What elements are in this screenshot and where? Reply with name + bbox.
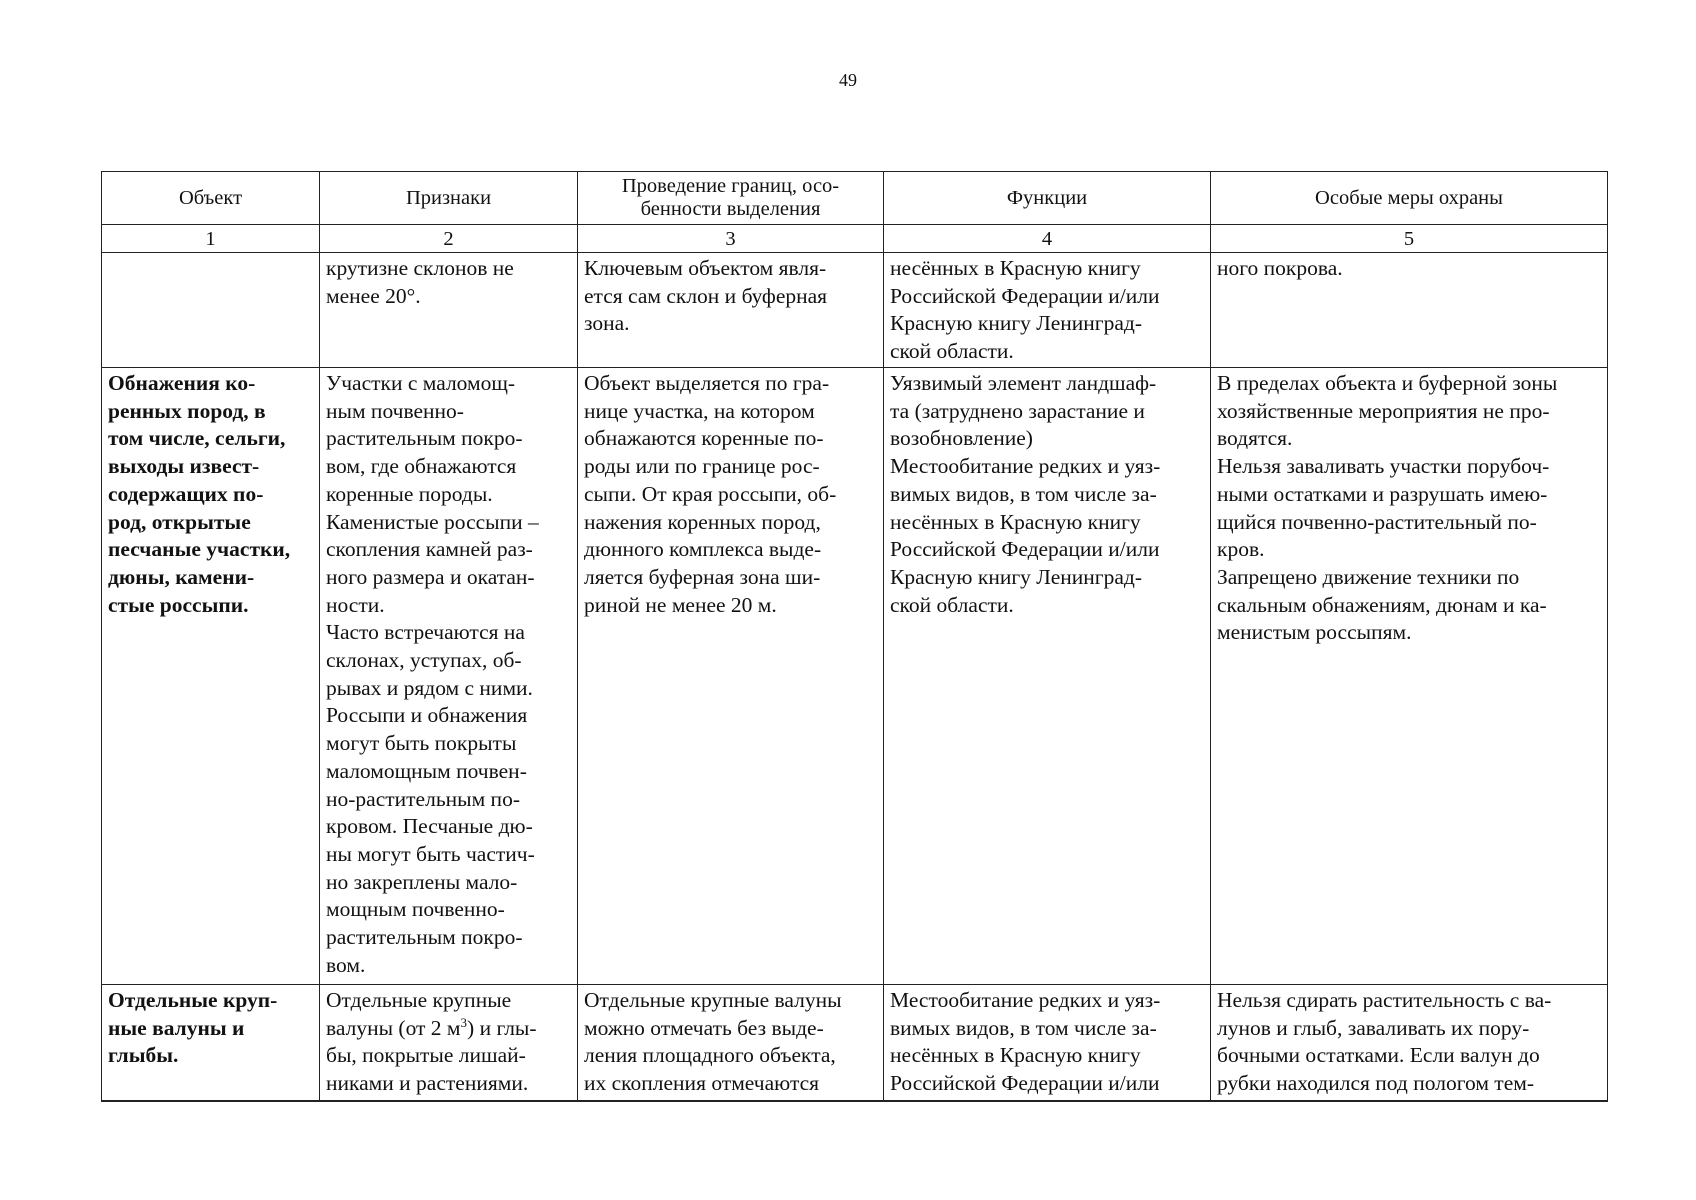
header-protection: Особые меры охраны [1211, 172, 1608, 225]
signs-cell [320, 985, 578, 1102]
functions-cell: несённых в Красную книгу Российской Федерации и/или Красную книгу Ленинград- ской области. [884, 253, 1211, 368]
signs-text-start: Отдельные крупные валуны (от 2 м [326, 988, 512, 1040]
table-row [102, 368, 1608, 985]
object-cell [102, 253, 320, 368]
protection-cell: Нельзя сдирать растительность с ва- лунов и глыб, заваливать их пору- бочными остатками. Если валун до рубки находился под пологом тем- [1211, 985, 1608, 1102]
boundaries-cell: Отдельные крупные валуны можно отмечать без выде- ления площадного объекта, их скопления отмечаются [578, 985, 884, 1102]
page-number: 49 [839, 70, 857, 90]
table-row [102, 985, 1608, 1102]
protection-cell: ного покрова. [1211, 253, 1608, 368]
protection-table [101, 171, 1608, 1102]
boundaries-cell: Объект выделяется по гра- нице участка, на котором обнажаются коренные по- роды или по границе рос- сыпи. От края россыпи, об- нажения коренных пород, дюнного комплекса выде- ляется буферная зона ши- риной не менее 20 м. [578, 368, 884, 985]
header-object: Объект [102, 172, 320, 225]
object-cell: Отдельные круп- ные валуны и глыбы. [102, 985, 320, 1102]
signs-cell: Участки с маломощ- ным почвенно- растительным покро- вом, где обнажаются коренные породы. Каменистые россыпи – скопления камней раз- ного размера и окатан- ности. Часто встречаются на склонах, уступах, об- рывах и рядом с ними. Россыпи и обнажения могут быть покрыты маломощным почвен- но-растительным по- кровом. Песчаные дю- ны могут быть частич- но закреплены мало- мощным почвенно- растительным покро- вом. [320, 368, 578, 985]
column-number: 4 [884, 225, 1211, 253]
functions-cell: Уязвимый элемент ландшаф- та (затруднено зарастание и возобновление) Местообитание редких и уяз- вимых видов, в том числе за- несённых в Красную книгу Российской Федерации и/или Красную книгу Ленинград- ской области. [884, 368, 1211, 985]
protection-cell: В пределах объекта и буферной зоны хозяйственные мероприятия не про- водятся. Нельзя заваливать участки порубоч- ными остатками и разрушать имею- щийся почвенно-растительный по- кров. Запрещено движение техники по скальным обнажениям, дюнам и ка- менистым россыпям. [1211, 368, 1608, 985]
column-number: 2 [320, 225, 578, 253]
boundaries-cell: Ключевым объектом явля- ется сам склон и буферная зона. [578, 253, 884, 368]
table-row [102, 253, 1608, 368]
header-boundaries: Проведение границ, осо- бенности выделения [578, 172, 884, 225]
table-header-row [102, 172, 1608, 225]
signs-cell: крутизне склонов не менее 20°. [320, 253, 578, 368]
superscript-exponent: 3 [460, 1014, 468, 1030]
column-number: 1 [102, 225, 320, 253]
column-number: 5 [1211, 225, 1608, 253]
functions-cell: Местообитание редких и уяз- вимых видов, в том числе за- несённых в Красную книгу Российской Федерации и/или [884, 985, 1211, 1102]
column-number-row [102, 225, 1608, 253]
signs-text-end: ) и глы- бы, покрытые лишай- никами и растениями. [326, 1015, 537, 1096]
header-functions: Функции [884, 172, 1211, 225]
header-signs: Признаки [320, 172, 578, 225]
column-number: 3 [578, 225, 884, 253]
object-cell: Обнажения ко- ренных пород, в том числе, сельги, выходы извест- содержащих по- род, открытые песчаные участки, дюны, камени- стые россыпи. [102, 368, 320, 985]
